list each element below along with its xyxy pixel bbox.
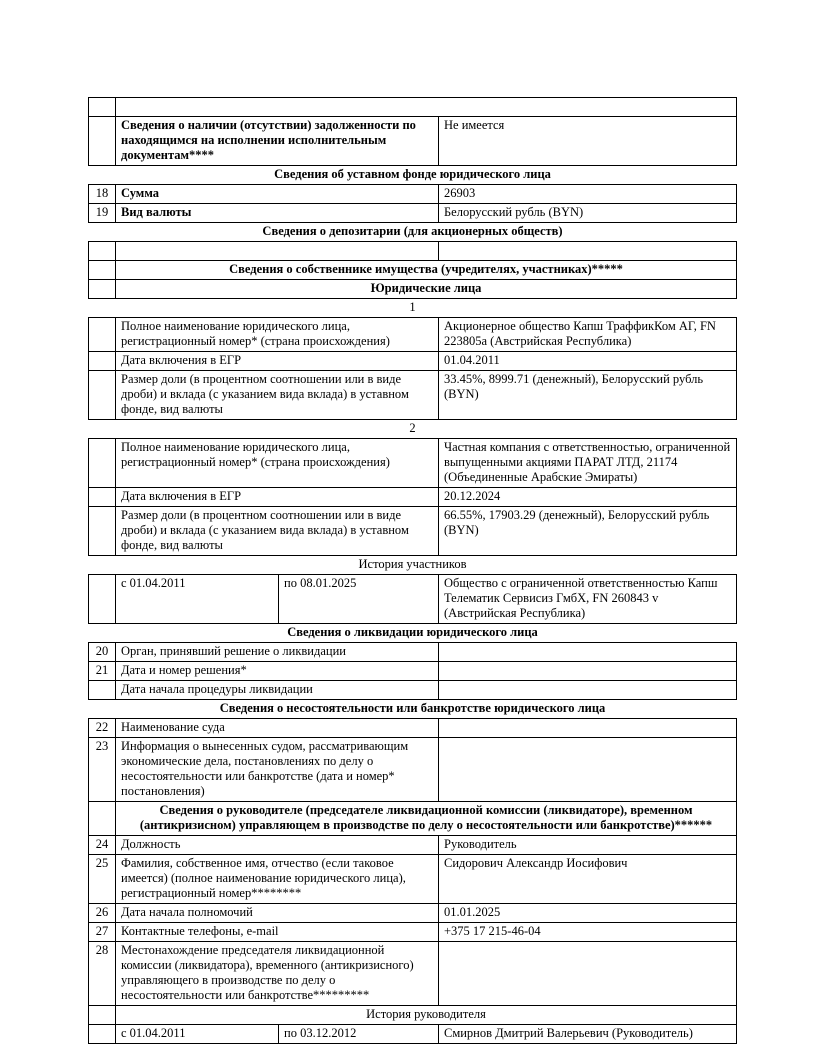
- field-label-cell: Размер доли (в процентном соотношении или в виде дроби) и вклада (с указанием вида вклада) в уставном фонде, вид валюты: [116, 371, 439, 420]
- row-number-cell: [89, 242, 116, 261]
- table-row: [89, 242, 737, 261]
- table-row: [89, 507, 737, 556]
- history-from-cell: с 01.04.2011: [116, 575, 279, 624]
- table-row: [89, 223, 737, 242]
- row-number-cell: [89, 802, 116, 836]
- field-label-cell: Полное наименование юридического лица, регистрационный номер* (страна происхождения): [116, 318, 439, 352]
- field-value-cell: [439, 681, 737, 700]
- field-value-cell: Акционерное общество Капш ТраффикКом АГ, FN 223805a (Австрийская Республика): [439, 318, 737, 352]
- field-label-cell: Дата начала полномочий: [116, 904, 439, 923]
- field-value-cell: [439, 719, 737, 738]
- field-value-cell: +375 17 215-46-04: [439, 923, 737, 942]
- section-header: Сведения о ликвидации юридического лица: [89, 624, 737, 643]
- field-label-cell: Информация о вынесенных судом, рассматривающим экономические дела, постановлениях по делу о несостоятельности или банкротстве (дата и номер* постановления): [116, 738, 439, 802]
- history-to-cell: по 03.12.2012: [279, 1025, 439, 1044]
- table-row: [89, 855, 737, 904]
- field-value-cell: Сидорович Александр Иосифович: [439, 855, 737, 904]
- field-value-cell: 66.55%, 17903.29 (денежный), Белорусский рубль (BYN): [439, 507, 737, 556]
- row-number-cell: 28: [89, 942, 116, 1006]
- row-number-cell: 26: [89, 904, 116, 923]
- table-row: [89, 681, 737, 700]
- table-row: [89, 318, 737, 352]
- field-value-cell: [439, 738, 737, 802]
- registry-table-body: [89, 98, 737, 1044]
- registry-extract-table: [88, 97, 737, 1044]
- table-row: [89, 575, 737, 624]
- table-row: [89, 942, 737, 1006]
- row-number-cell: 25: [89, 855, 116, 904]
- section-header: Сведения о собственнике имущества (учредителях, участниках)*****: [116, 261, 737, 280]
- field-label-cell: Дата включения в ЕГР: [116, 352, 439, 371]
- section-header: Сведения о депозитарии (для акционерных обществ): [89, 223, 737, 242]
- table-row: [89, 662, 737, 681]
- history-value-cell: Общество с ограниченной ответственностью Капш Телематик Сервисиз ГмбХ, FN 260843 v (Австрийская Республика): [439, 575, 737, 624]
- table-row: [89, 299, 737, 318]
- table-row: [89, 802, 737, 836]
- section-header: 1: [89, 299, 737, 318]
- section-header: Юридические лица: [116, 280, 737, 299]
- field-label-cell: Сведения о наличии (отсутствии) задолженности по находящимся на исполнении исполнительным документам****: [116, 117, 439, 166]
- table-row: [89, 261, 737, 280]
- table-row: [89, 643, 737, 662]
- section-header: История участников: [89, 556, 737, 575]
- field-label-cell: Вид валюты: [116, 204, 439, 223]
- row-number-cell: 24: [89, 836, 116, 855]
- field-label-cell: Должность: [116, 836, 439, 855]
- field-value-cell: Руководитель: [439, 836, 737, 855]
- field-label-cell: Дата включения в ЕГР: [116, 488, 439, 507]
- section-header: Сведения о руководителе (председателе ликвидационной комиссии (ликвидаторе), временном (антикризисном) управляющем в производстве по делу о несостоятельности или банкротстве)******: [116, 802, 737, 836]
- section-header: Сведения об уставном фонде юридического лица: [89, 166, 737, 185]
- table-row: [89, 700, 737, 719]
- field-label-cell: Полное наименование юридического лица, регистрационный номер* (страна происхождения): [116, 439, 439, 488]
- table-row: [89, 836, 737, 855]
- row-number-cell: 20: [89, 643, 116, 662]
- history-value-cell: Смирнов Дмитрий Валерьевич (Руководитель): [439, 1025, 737, 1044]
- field-value-cell: Частная компания с ответственностью, ограниченной выпущенными акциями ПАРАТ ЛТД, 21174 (Объединенные Арабские Эмираты): [439, 439, 737, 488]
- row-number-cell: [89, 575, 116, 624]
- table-row: [89, 371, 737, 420]
- field-value-cell: [439, 242, 737, 261]
- table-row: [89, 204, 737, 223]
- field-label-cell: Контактные телефоны, e-mail: [116, 923, 439, 942]
- history-from-cell: с 01.04.2011: [116, 1025, 279, 1044]
- field-value-cell: 20.12.2024: [439, 488, 737, 507]
- table-row: [89, 1025, 737, 1044]
- table-row: [89, 624, 737, 643]
- field-label-cell: Дата начала процедуры ликвидации: [116, 681, 439, 700]
- field-label-cell: Фамилия, собственное имя, отчество (если таковое имеется) (полное наименование юридического лица), регистрационный номер********: [116, 855, 439, 904]
- field-value-cell: 01.01.2025: [439, 904, 737, 923]
- row-number-cell: [89, 98, 116, 117]
- field-value-cell: 33.45%, 8999.71 (денежный), Белорусский рубль (BYN): [439, 371, 737, 420]
- field-value-cell: Белорусский рубль (BYN): [439, 204, 737, 223]
- row-number-cell: 18: [89, 185, 116, 204]
- table-row: [89, 98, 737, 117]
- table-row: [89, 738, 737, 802]
- field-value-cell: [439, 643, 737, 662]
- table-row: [89, 439, 737, 488]
- table-row: [89, 352, 737, 371]
- blank-cell: [116, 98, 737, 117]
- row-number-cell: [89, 1025, 116, 1044]
- field-label-cell: [116, 242, 439, 261]
- row-number-cell: 19: [89, 204, 116, 223]
- row-number-cell: [89, 261, 116, 280]
- table-row: [89, 719, 737, 738]
- table-row: [89, 488, 737, 507]
- history-to-cell: по 08.01.2025: [279, 575, 439, 624]
- field-label-cell: Местонахождение председателя ликвидационной комиссии (ликвидатора), временного (антикризисного) управляющего в производстве по делу о несостоятельности или банкротстве*********: [116, 942, 439, 1006]
- table-row: [89, 556, 737, 575]
- table-row: [89, 166, 737, 185]
- table-row: [89, 185, 737, 204]
- row-number-cell: [89, 1006, 116, 1025]
- section-header: Сведения о несостоятельности или банкротстве юридического лица: [89, 700, 737, 719]
- field-label-cell: Размер доли (в процентном соотношении или в виде дроби) и вклада (с указанием вида вклада) в уставном фонде, вид валюты: [116, 507, 439, 556]
- row-number-cell: [89, 280, 116, 299]
- table-row: [89, 904, 737, 923]
- field-label-cell: Орган, принявший решение о ликвидации: [116, 643, 439, 662]
- field-value-cell: Не имеется: [439, 117, 737, 166]
- row-number-cell: [89, 507, 116, 556]
- field-label-cell: Сумма: [116, 185, 439, 204]
- field-value-cell: 26903: [439, 185, 737, 204]
- row-number-cell: [89, 439, 116, 488]
- table-row: [89, 1006, 737, 1025]
- row-number-cell: 27: [89, 923, 116, 942]
- table-row: [89, 420, 737, 439]
- row-number-cell: [89, 318, 116, 352]
- row-number-cell: 22: [89, 719, 116, 738]
- row-number-cell: 23: [89, 738, 116, 802]
- table-row: [89, 923, 737, 942]
- table-row: [89, 117, 737, 166]
- section-header: 2: [89, 420, 737, 439]
- field-label-cell: Дата и номер решения*: [116, 662, 439, 681]
- field-value-cell: [439, 662, 737, 681]
- row-number-cell: [89, 681, 116, 700]
- table-row: [89, 280, 737, 299]
- row-number-cell: 21: [89, 662, 116, 681]
- section-header: История руководителя: [116, 1006, 737, 1025]
- field-label-cell: Наименование суда: [116, 719, 439, 738]
- row-number-cell: [89, 488, 116, 507]
- row-number-cell: [89, 352, 116, 371]
- row-number-cell: [89, 117, 116, 166]
- row-number-cell: [89, 371, 116, 420]
- field-value-cell: 01.04.2011: [439, 352, 737, 371]
- field-value-cell: [439, 942, 737, 1006]
